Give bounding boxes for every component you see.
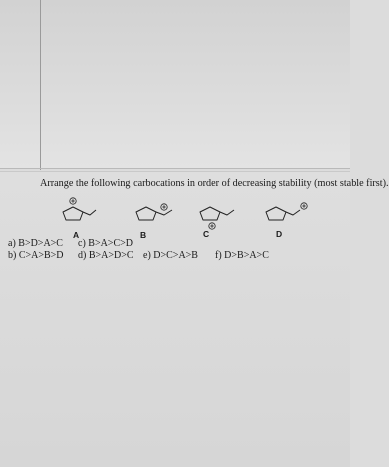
molecule-label-c: C — [203, 229, 210, 239]
margin-line — [40, 0, 41, 170]
option-c[interactable]: c) B>A>C>D — [78, 238, 133, 249]
molecule-b — [136, 204, 172, 220]
molecule-label-b: B — [140, 230, 147, 240]
option-b[interactable]: b) C>A>B>D — [8, 250, 64, 261]
molecule-d — [266, 203, 307, 220]
carbocation-structures — [0, 190, 350, 240]
background-top-band — [0, 0, 350, 168]
question-text: Arrange the following carbocations in order of decreasing stability (most stable first). — [40, 178, 389, 189]
molecule-label-a: A — [73, 230, 80, 240]
option-a[interactable]: a) B>D>A>C — [8, 238, 63, 249]
option-e[interactable]: e) D>C>A>B — [143, 250, 198, 261]
option-f[interactable]: f) D>B>A>C — [215, 250, 269, 261]
molecule-c — [200, 207, 234, 229]
divider-line — [0, 168, 350, 169]
molecule-label-d: D — [276, 229, 283, 239]
option-d[interactable]: d) B>A>D>C — [78, 250, 134, 261]
molecule-a — [63, 198, 96, 220]
